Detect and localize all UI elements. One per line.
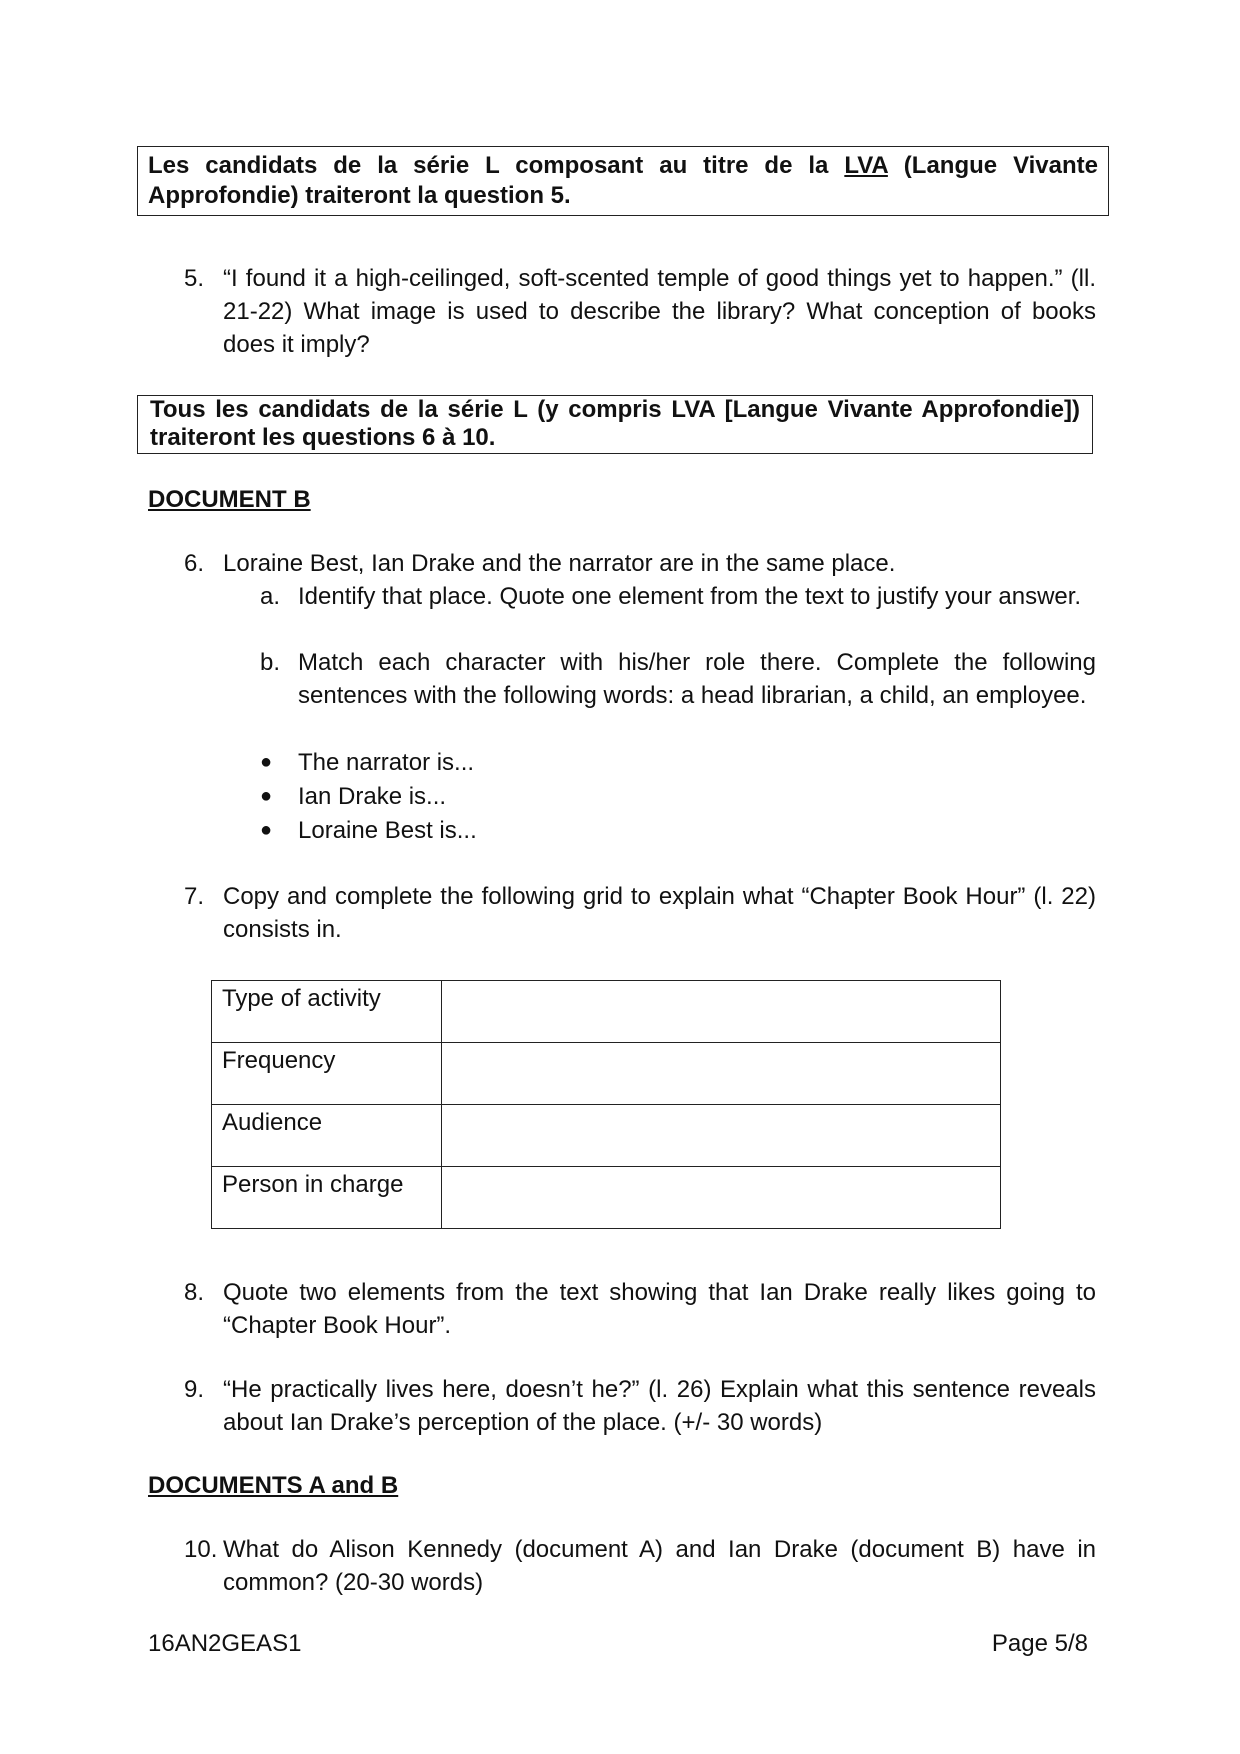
question-text: Loraine Best, Ian Drake and the narrator are in the same place. [223,550,896,577]
footer-page-number: Page 5/8 [991,1630,1088,1657]
question-number: 8. [184,1279,205,1306]
lva-instruction-box [137,146,1109,216]
question-text: “He practically lives here, doesn’t he?” (l. 26) Explain what this sentence reveals about Ian Drake’s perception of the place. (+/- 30 words) [223,1376,1096,1436]
question-6 [184,547,1096,580]
table-row [212,1167,1001,1229]
lva-instruction-text-2: (Langue Vivante Approfondie) traiteront la question 5. [148,152,1099,209]
question-number: 6. [184,550,205,577]
grid-label-cell: Person in charge [212,1167,442,1229]
question-5 [184,262,1096,361]
bullet-text: The narrator is... [298,749,475,776]
table-row [212,981,1001,1043]
footer-code: 16AN2GEAS1 [148,1630,302,1657]
question-10 [184,1533,1096,1599]
question-number: 7. [184,883,205,910]
question-text: Quote two elements from the text showing that Ian Drake really likes going to “Chapter Book Hour”. [223,1279,1096,1339]
sub-label: a. [260,583,281,610]
sub-text: Match each character with his/her role there. Complete the following sentences with the following words: a head librarian, a child, an employee. [298,649,1096,709]
question-text: Copy and complete the following grid to explain what “Chapter Book Hour” (l. 22) consists in. [223,883,1096,943]
lva-instruction-underlined: LVA [844,152,888,179]
grid-label-cell: Frequency [212,1043,442,1105]
question-7 [184,880,1096,946]
sub-text: Identify that place. Quote one element from the text to justify your answer. [298,583,1082,610]
question-6a [260,580,1096,613]
question-9 [184,1373,1096,1439]
question-text: “I found it a high-ceilinged, soft-scented temple of good things yet to happen.” (ll. 21-22) What image is used to describe the library? What conception of books does it imply? [223,265,1096,358]
bullet-icon: ● [260,751,273,773]
question-text: What do Alison Kennedy (document A) and Ian Drake (document B) have in common? (20-30 words) [223,1536,1096,1596]
documents-ab-heading: DOCUMENTS A and B [148,1472,399,1499]
bullet-item [260,780,447,813]
grid-answer-cell[interactable] [442,1105,1001,1167]
sub-label: b. [260,649,281,676]
table-row [212,1043,1001,1105]
grid-label-cell: Type of activity [212,981,442,1043]
bullet-icon: ● [260,819,273,841]
question-8 [184,1276,1096,1342]
bullet-text: Loraine Best is... [298,817,477,844]
question-6b [260,646,1096,712]
grid-answer-cell[interactable] [442,1043,1001,1105]
all-candidates-text: Tous les candidats de la série L (y compris LVA [Langue Vivante Approfondie]) traiteront les questions 6 à 10. [150,396,1080,451]
answer-grid [211,980,1001,1229]
table-row [212,1105,1001,1167]
bullet-item [260,814,477,847]
question-number: 5. [184,265,205,292]
grid-answer-cell[interactable] [442,981,1001,1043]
all-candidates-box [137,395,1093,454]
bullet-icon: ● [260,785,273,807]
lva-instruction-text-1: Les candidats de la série L composant au titre de la [148,152,845,179]
grid-answer-cell[interactable] [442,1167,1001,1229]
bullet-text: Ian Drake is... [298,783,447,810]
document-b-heading: DOCUMENT B [148,486,311,513]
bullet-item [260,746,475,779]
question-number: 9. [184,1376,205,1403]
question-number: 10. [184,1536,218,1563]
grid-label-cell: Audience [212,1105,442,1167]
